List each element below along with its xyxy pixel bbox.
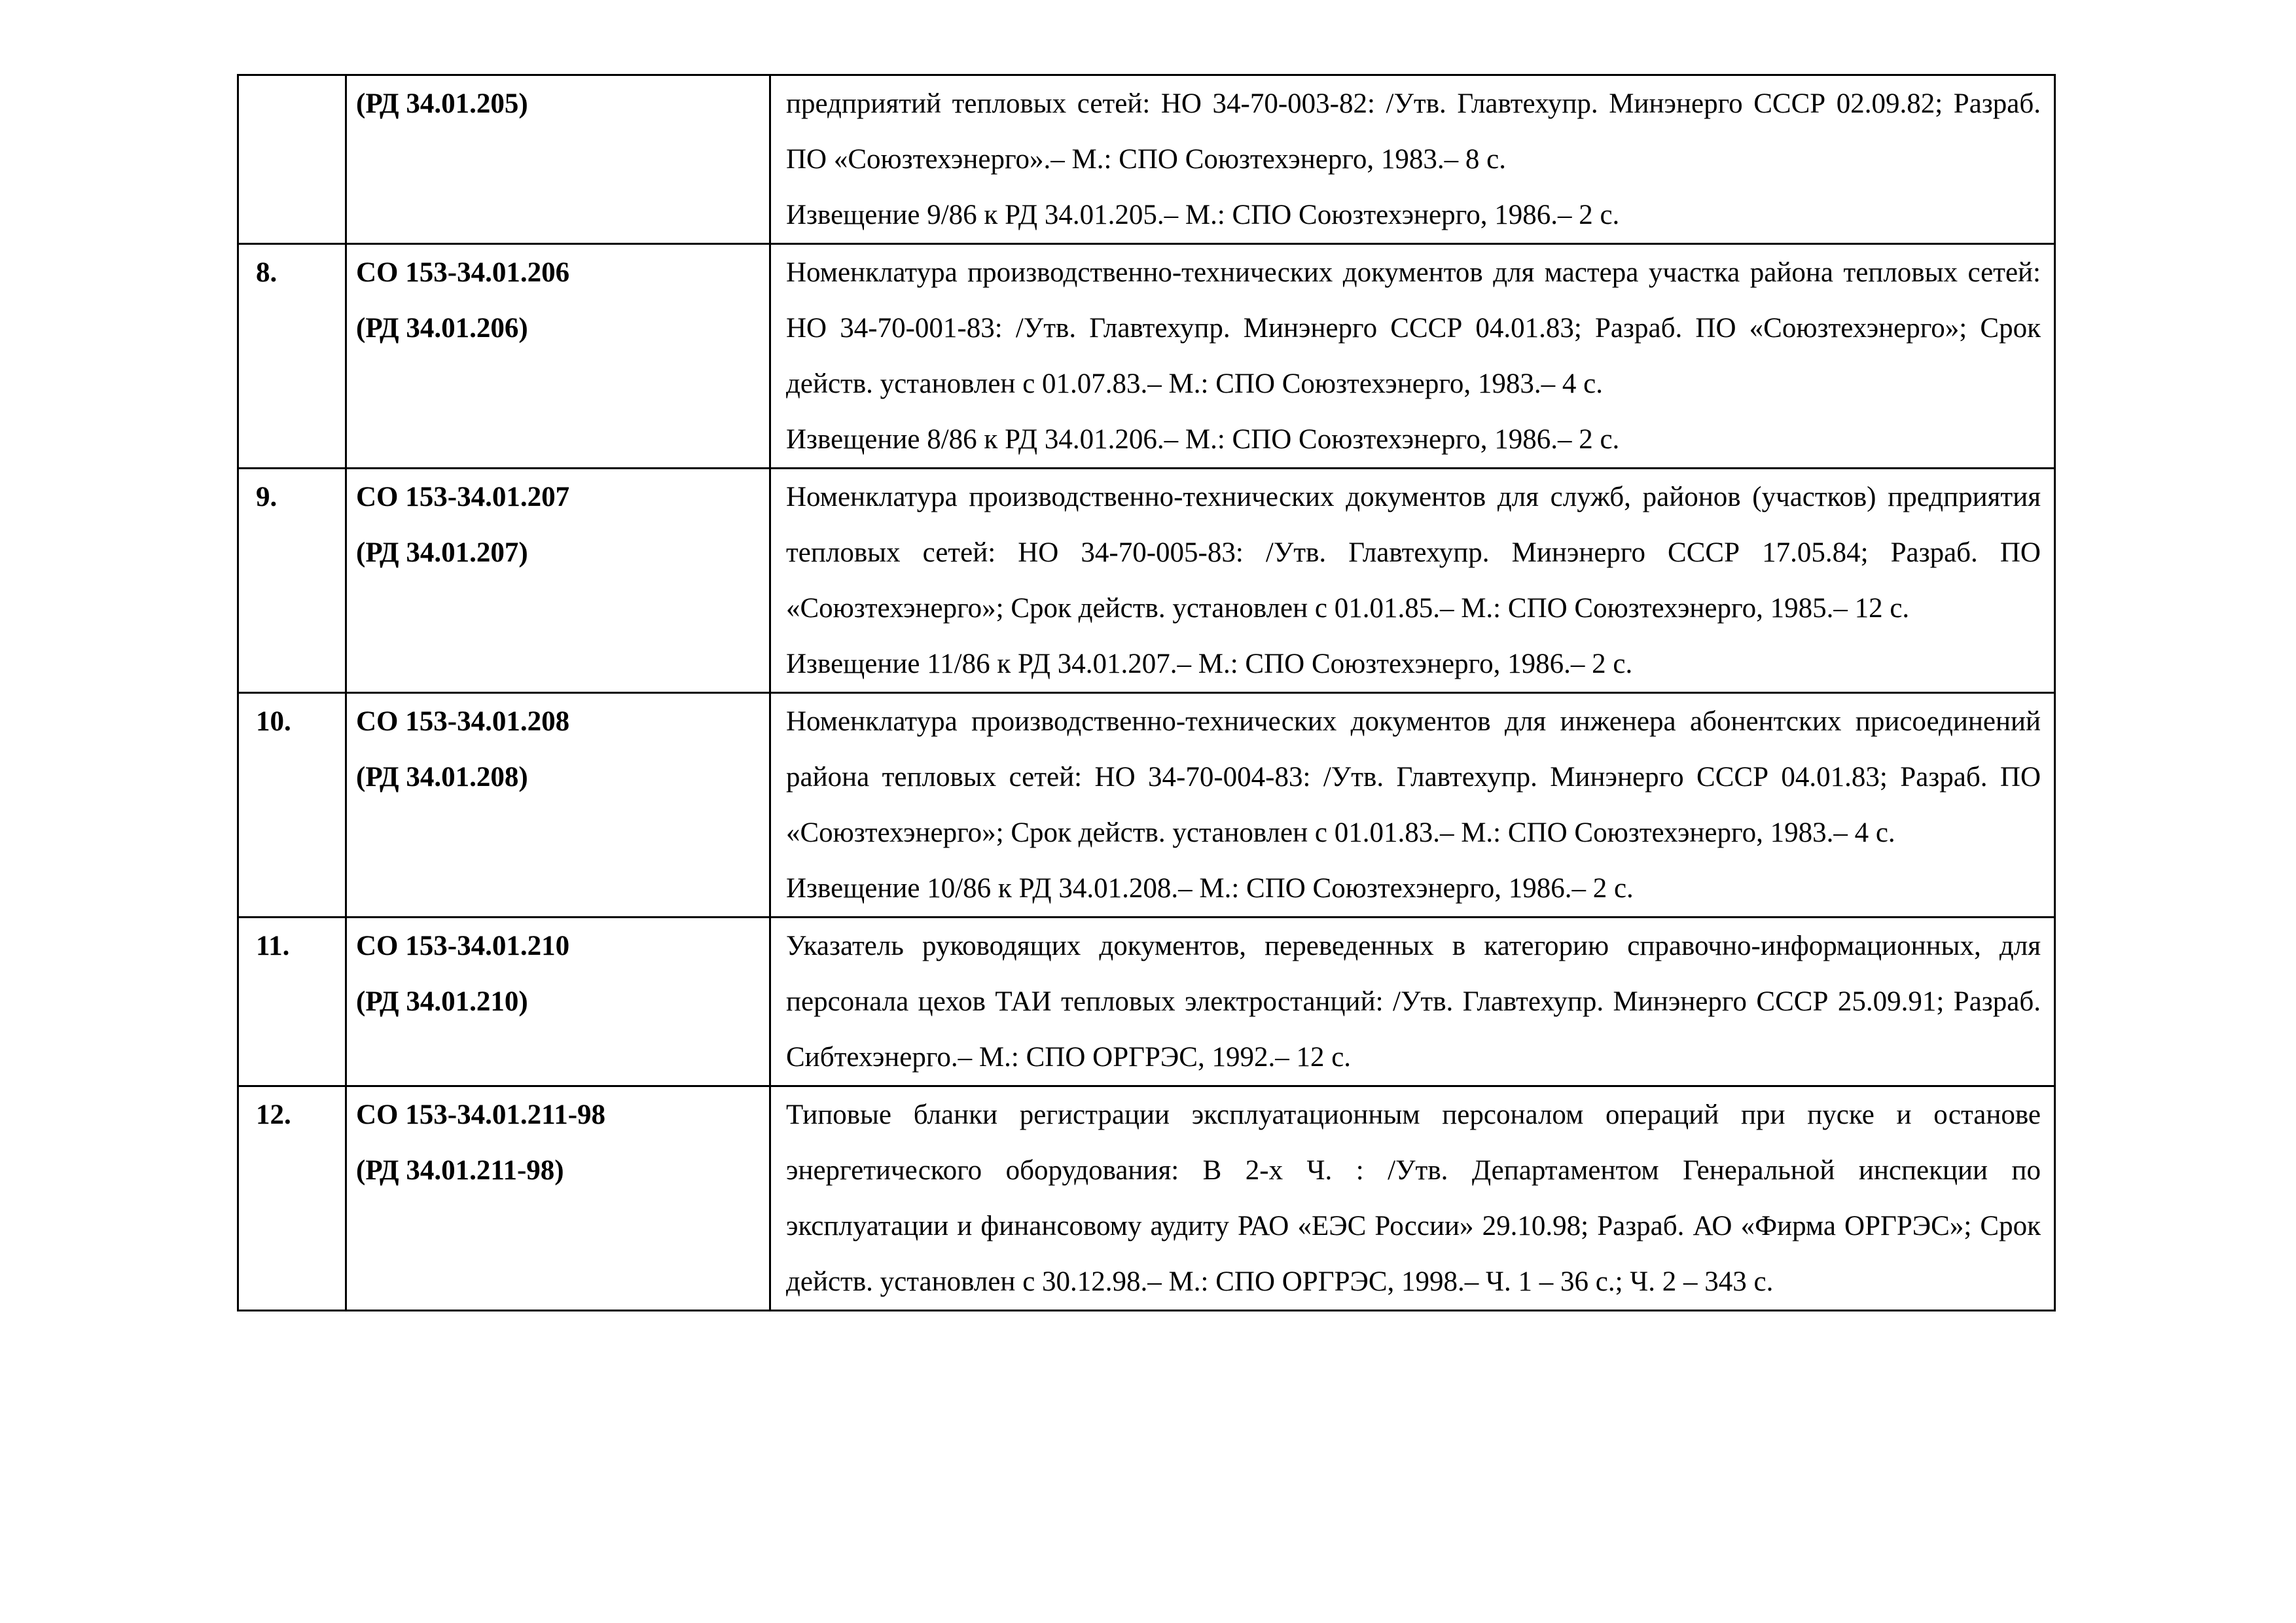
row-number: 9. [238,469,346,693]
document-description-cell [770,1086,2055,1311]
document-so-code: СО 153-34.01.208 [356,706,570,737]
document-description-cell [770,469,2055,693]
document-code-cell [346,75,770,244]
document-code-cell [346,469,770,693]
document-so-code: СО 153-34.01.211-98 [356,1099,606,1130]
table-row [238,1086,2055,1311]
document-so-code: СО 153-34.01.210 [356,931,570,961]
document-rd-code: (РД 34.01.207) [356,537,528,568]
document-description: Номенклатура производственно-технических документов для инженера абонентских присоединений района тепловых сетей: НО 34-70-004-83: /Утв. Главтехупр. Минэнерго СССР 04.01.83; Разраб. ПО «Союзтехэнерго»; Срок действ. установлен с 01.01.83.– М.: СПО Союзтехэнерго, 1983.– 4 с. [786,706,2041,848]
document-description: предприятий тепловых сетей: НО 34-70-003-82: /Утв. Главтехупр. Минэнерго СССР 02.09.82; Разраб. ПО «Союзтехэнерго».– М.: СПО Союзтехэнерго, 1983.– 8 с. [786,88,2041,175]
document-code-cell [346,693,770,918]
registry-table-body [238,75,2055,1311]
document-rd-code: (РД 34.01.208) [356,762,528,793]
document-rd-code: (РД 34.01.206) [356,313,528,344]
row-number: 11. [238,918,346,1086]
document-so-code: СО 153-34.01.206 [356,257,570,288]
table-row [238,918,2055,1086]
table-row [238,75,2055,244]
document-notice: Извещение 10/86 к РД 34.01.208.– М.: СПО Союзтехэнерго, 1986.– 2 с. [786,873,1634,904]
document-description-cell [770,693,2055,918]
document-description-cell [770,918,2055,1086]
document-notice: Извещение 9/86 к РД 34.01.205.– М.: СПО Союзтехэнерго, 1986.– 2 с. [786,200,1620,230]
document-registry-table [237,74,2056,1311]
document-notice: Извещение 8/86 к РД 34.01.206.– М.: СПО Союзтехэнерго, 1986.– 2 с. [786,424,1620,455]
document-so-code: СО 153-34.01.207 [356,482,570,512]
document-description: Типовые бланки регистрации эксплуатационным персоналом операций при пуске и останове энергетического оборудования: В 2-х Ч. : /Утв. Департаментом Генеральной инспекции по эксплуатации и финансовому аудиту РАО «ЕЭС России» 29.10.98; Разраб. АО «Фирма ОРГРЭС»; Срок действ. установлен с 30.12.98.– М.: СПО ОРГРЭС, 1998.– Ч. 1 – 36 с.; Ч. 2 – 343 с. [786,1099,2041,1297]
document-description: Номенклатура производственно-технических документов для мастера участка района тепловых сетей: НО 34-70-001-83: /Утв. Главтехупр. Минэнерго СССР 04.01.83; Разраб. ПО «Союзтехэнерго»; Срок действ. установлен с 01.07.83.– М.: СПО Союзтехэнерго, 1983.– 4 с. [786,257,2041,399]
table-row [238,693,2055,918]
row-number: 10. [238,693,346,918]
document-code-cell [346,918,770,1086]
document-rd-code: (РД 34.01.211-98) [356,1155,564,1186]
document-code-cell [346,244,770,469]
document-description: Номенклатура производственно-технических документов для служб, районов (участков) предприятия тепловых сетей: НО 34-70-005-83: /Утв. Главтехупр. Минэнерго СССР 17.05.84; Разраб. ПО «Союзтехэнерго»; Срок действ. установлен с 01.01.85.– М.: СПО Союзтехэнерго, 1985.– 12 с. [786,482,2041,624]
document-rd-code: (РД 34.01.210) [356,986,528,1017]
document-code-cell [346,1086,770,1311]
document-description-cell [770,244,2055,469]
row-number [238,75,346,244]
table-row [238,469,2055,693]
row-number: 8. [238,244,346,469]
document-notice: Извещение 11/86 к РД 34.01.207.– М.: СПО Союзтехэнерго, 1986.– 2 с. [786,649,1633,679]
document-rd-code: (РД 34.01.205) [356,88,528,119]
table-row [238,244,2055,469]
document-description-cell [770,75,2055,244]
row-number: 12. [238,1086,346,1311]
document-description: Указатель руководящих документов, переведенных в категорию справочно-информационных, для персонала цехов ТАИ тепловых электростанций: /Утв. Главтехупр. Минэнерго СССР 25.09.91; Разраб. Сибтехэнерго.– М.: СПО ОРГРЭС, 1992.– 12 с. [786,931,2041,1073]
